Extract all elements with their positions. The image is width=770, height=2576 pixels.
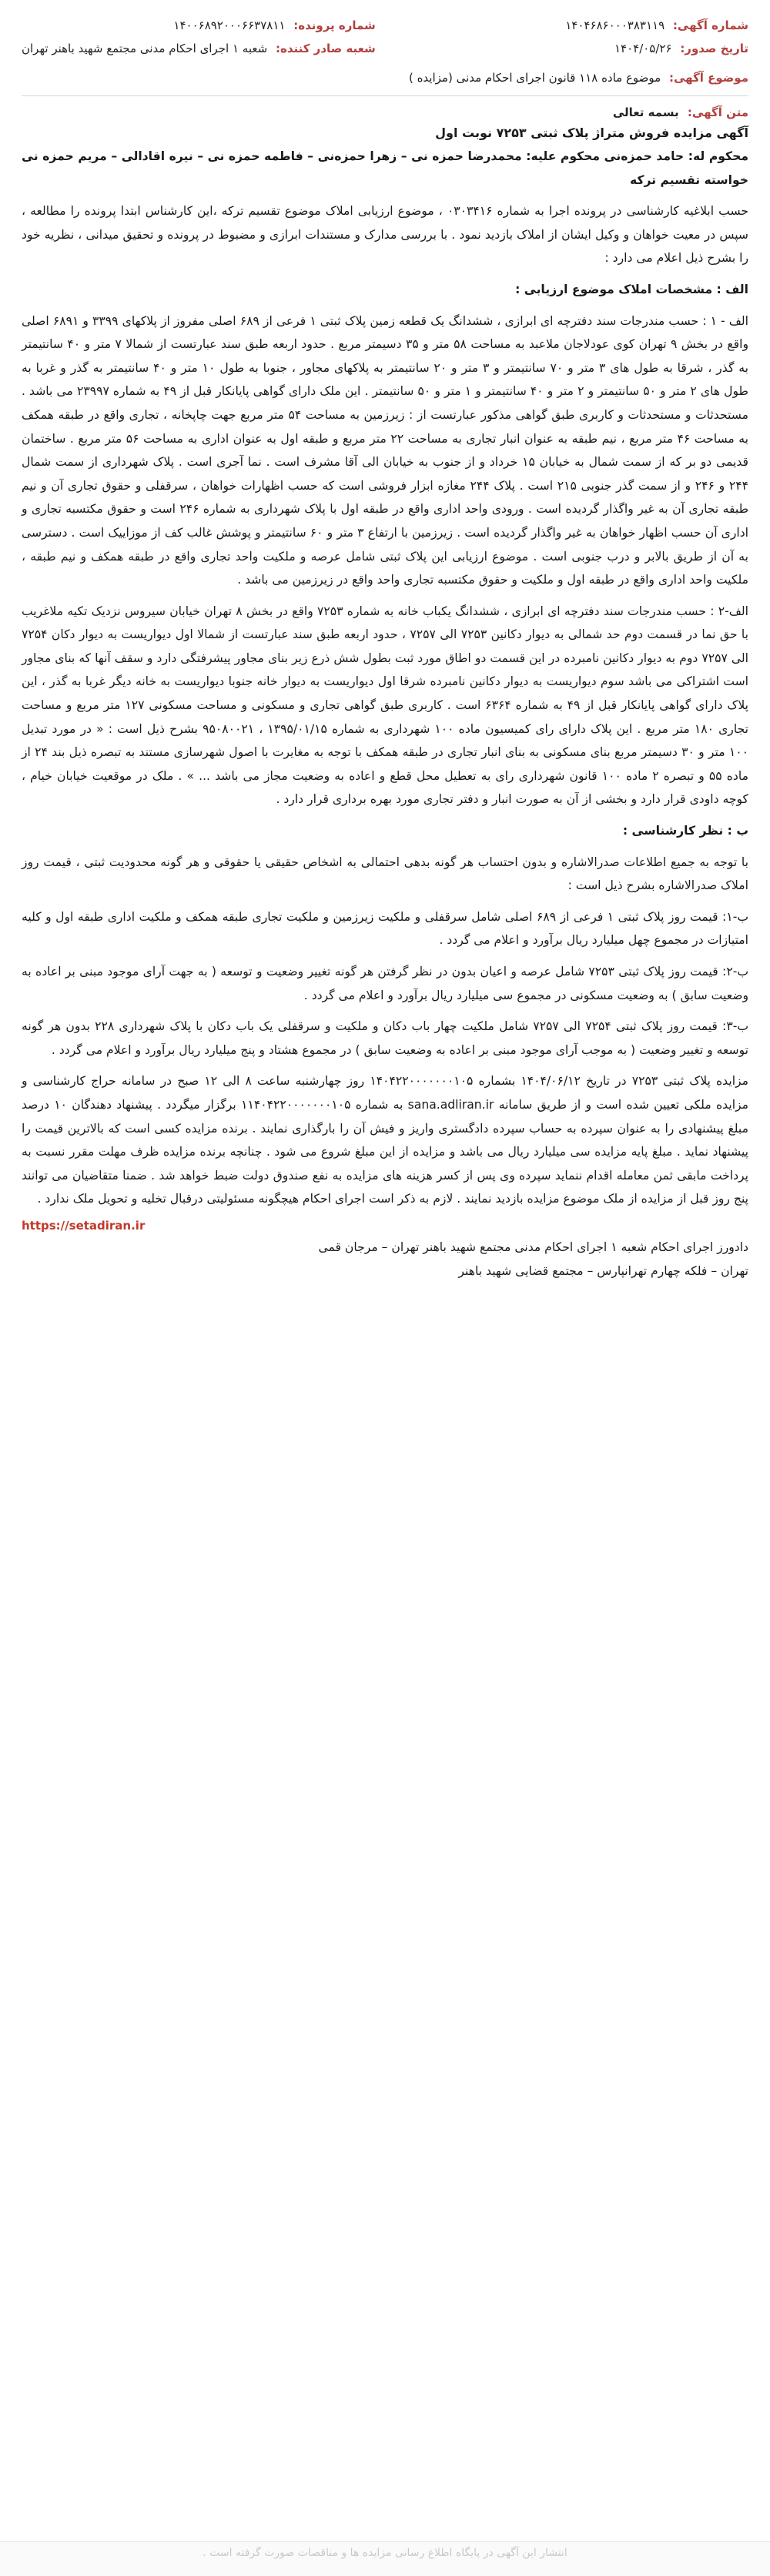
issue-date-row (565, 37, 748, 60)
auction-terms-paragraph: مزایده پلاک ثبتی ۷۲۵۳ در تاریخ ۱۴۰۴/۰۶/۱۲ بشماره ۱۴۰۴۲۲۰۰۰۰۰۰۰۱۰۵ روز چهارشنبه ساعت ۸ الی ۱۲ صبح در سامانه حراج کارشناسی و مزایده ملکی تعیین شده است و از طریق سامانه sana.adliran.ir به شماره ۱۱۴۰۴۲۲۰۰۰۰۰۰۰۱۰۵ برگزار میگردد . پیشنهاد دهندگان ۱۰ درصد مبلغ پیشنهادی را به عنوان سپرده به حساب سپرده دادگستری واریز و فیش آن را بارگذاری نمایند . برنده مزایده کسی است که بالاترین قیمت را پیشنهاد نماید . مبلغ پایه مزایده سی میلیارد ریال می باشد و مزایده از این مبلغ شروع می شود . چنانچه برنده مزایده ظرف مهلت مقرر نسبت به پرداخت مابقی ثمن معامله اقدام ننماید سپرده وی پس از کسر هزینه های مزایده به نفع صندوق دولت ضبط خواهد شد . ضمنا متقاضیان می توانند پنج روز قبل از مزایده از ملک موضوع مزایده بازدید نمایند . لازم به ذکر است اجرای احکام هیچگونه مسئولیتی درقبال تخلیه و تحویل ملک ندارد . (22, 1074, 748, 1206)
valuation-b2-paragraph: ب-۲: قیمت روز پلاک ثبتی ۷۲۵۳ شامل عرصه و اعیان بدون در نظر گرفتن هر گونه تغییر وضعیت و توسعه ( به جهت آرای موجود مبنی بر اعاده به وضعیت سابق ) به وضعیت مسکونی در مجموع سی میلیارد ریال برآورد و اعلام می گردد . (22, 965, 749, 1002)
case-number-row (22, 14, 376, 37)
valuation-b1-paragraph: ب-۱: قیمت روز پلاک ثبتی ۱ فرعی از ۶۸۹ اصلی شامل سرقفلی و ملکیت زیرزمین و ملکیت تجاری طبقه همکف و ملکیت اداری طبقه اول و کلیه امتیازات در مجموع چهل میلیارد ریال برآورد و اعلام می گردد . (22, 909, 748, 948)
body-intro: بسمه تعالی (612, 105, 679, 119)
header-divider (22, 95, 748, 96)
ad-number-value: ۱۴۰۴۶۸۶۰۰۰۳۸۳۱۱۹ (565, 18, 665, 32)
signature-line: دادورز اجرای احکام شعبه ۱ اجرای احکام مدنی مجتمع شهید باهنر تهران – مرجان قمی (318, 1239, 748, 1254)
section-a-heading: الف : مشخصات املاک موضوع ارزیابی : (515, 282, 748, 296)
notice-title: آگهی مزایده فروش متراژ پلاک ثبتی ۷۲۵۳ نوبت اول (435, 125, 748, 140)
website-link[interactable]: https://setadiran.ir (22, 1218, 146, 1233)
ad-number-label: شماره آگهی: (672, 18, 748, 32)
issuer-value: شعبه ۱ اجرای احکام مدنی مجتمع شهید باهنر تهران (22, 42, 268, 55)
intro-paragraph: حسب ابلاغیه کارشناسی در پرونده اجرا به شماره ۰۳۰۳۴۱۶ ، موضوع ارزیابی املاک موضوع تقسیم ترکه ،این کارشناس ابتدا پرونده را مطالعه ، سپس در معیت خواهان و وکیل ایشان از املاک بازدید نمود . با بررسی مدارک و مستندات ابرازی و مضبوط در پرونده و تحقیق میدانی ، نظریه خود را بشرح ذیل اعلام می دارد : (22, 204, 748, 266)
case-number-value: ۱۴۰۰۶۸۹۲۰۰۰۶۶۳۷۸۱۱ (173, 18, 286, 32)
issue-date-label: تاریخ صدور: (680, 42, 748, 55)
body-label-row (22, 105, 748, 119)
body-label: متن آگهی: (687, 105, 748, 119)
ad-number-row (565, 14, 748, 37)
issuer-label: شعبه صادر کننده: (275, 42, 376, 55)
meta-left-column (22, 14, 376, 60)
parties-paragraph: محکوم له: حامد حمزه‌نی محکوم علیه: محمدرضا حمزه نی – زهرا حمزه‌نی – فاطمه حمزه نی – نیره اقادالی – مریم حمزه نی خواسته تقسیم ترکه (22, 149, 748, 187)
property-a2-paragraph: الف-۲ : حسب مندرجات سند دفترچه ای ابرازی ، ششدانگ یکباب خانه به شماره ۷۲۵۳ واقع در بخش ۸ تهران خیابان سیروس نزدیک تکیه ملاغریب با حق نما در قسمت دوم حد شمالی به دیوار دکانین ۷۲۵۳ الی ۷۲۵۷ ، حدود اربعه طبق سند عبارتست از شمالا اول دیواریست به دیوار دکان ۷۲۵۴ الی ۷۲۵۷ دوم به دیوار دکانین نامبرده در این قسمت دو اطاق مورد ثبت بطول شش ذرع زیر بنای مجاور پیشرفتگی دارد و سقف آنها که بنای مجاور است اشتراکی می باشد سوم دیواریست به دیوار دکانین نامبرده شرقا اول دیواریست به دیوار خانه جنوبا دیواریست به خانه دیگر غربا به گذر ، این پلاک دارای گواهی پایانکار قبل از ۴۹ به شماره ۶۳۶۴ است . کاربری طبق گواهی تجاری و مسکونی و مساحت مسکونی ۱۲۷ متر مربع و مساحت تجاری ۱۸۰ متر مربع . این پلاک دارای رای کمیسیون ماده ۱۰۰ شهرداری به شماره ۱۳۹۵/۰۱/۱۵ ، ۹۵۰۸۰۰۲۱ بشرح ذیل است : « در مورد تبدیل ۱۰۰ متر و ۳۰ دسیمتر مربع بنای مسکونی به بنای انبار تجاری در طبقه همکف با توجه به مغایرت با اصول شهرسازی مستند به تبصره ذیل بند ۲۴ از ماده ۵۵ و تبصره ۲ ماده ۱۰۰ قانون شهرداری رای به تعطیل محل قطع و اعاده به وضعیت مجاز می باشد ... » . ملک در موقعیت خیابان خیام ، کوچه داودی قرار دارد و بخشی از آن به صورت انبار و دفتر تجاری مورد بهره برداری قرار دارد . (22, 604, 748, 807)
footer-bar (0, 2541, 770, 2576)
meta-right-column (565, 14, 748, 60)
section-b-heading: ب : نظر کارشناسی : (622, 824, 748, 838)
valuation-intro-paragraph: با توجه به جمیع اطلاعات صدرالاشاره و بدون احتساب هر گونه بدهی احتمالی به اشخاص حقیقی یا حقوقی و هر گونه محدودیت ثبتی ، قیمت روز املاک صدرالاشاره بشرح ذیل است : (22, 855, 748, 893)
footer-text: انتشار این آگهی در پایگاه اطلاع رسانی مزایده ها و مناقصات صورت گرفته است . (203, 2547, 567, 2559)
issue-date-value: ۱۴۰۴/۰۵/۲۶ (614, 42, 672, 55)
issuer-row (22, 37, 376, 60)
valuation-b3-paragraph: ب-۳: قیمت روز پلاک ثبتی ۷۲۵۴ الی ۷۲۵۷ شامل ملکیت چهار باب دکان و ملکیت و سرقفلی یک باب دکان با پلاک شهرداری ۲۲۸ بدون هر گونه توسعه و تغییر وضعیت ( به موجب آرای موجود مبنی بر اعاده به وضعیت سابق ) در مجموع هشتاد و پنج میلیارد ریال برآورد و اعلام می گردد . (22, 1019, 749, 1057)
case-number-label: شماره پرونده: (293, 18, 376, 32)
address-line: تهران – فلکه چهارم تهرانپارس – مجتمع قضایی شهید باهنر (458, 1263, 748, 1278)
subject-value: موضوع ماده ۱۱۸ قانون اجرای احکام مدنی (مزایده ) (408, 71, 661, 85)
subject-row (22, 71, 748, 85)
subject-label: موضوع آگهی: (668, 71, 748, 85)
property-a1-paragraph: الف - ۱ : حسب مندرجات سند دفترچه ای ابرازی ، ششدانگ یک قطعه زمین پلاک ثبتی ۱ فرعی از ۶۸۹ اصلی مفروز از پلاکهای ۳۳۹۹ و ۶۸۹۱ اصلی واقع در بخش ۹ تهران کوی عودلاجان ملاعبد به مساحت ۵۸ متر و ۳۵ دسیمتر مربع . حدود اربعه طبق سند عبارتست از شمالا ۷ متر و ۴۰ سانتیمتر به گذر ، شرقا به طول های ۳ متر و ۷۰ سانتیمتر و ۳ متر و ۲۰ سانتیمتر به پلاکهای مجاور ، جنوبا به طول ۱۰ متر و ۴۰ سانتیمتر به گذر و غربا به طول های ۲ متر و ۵۰ سانتیمتر و ۲ متر و ۴۰ سانتیمتر و ۱ متر و ۵۰ سانتیمتر . این ملک دارای گواهی پایانکار قبل از ۴۹ به شماره ۲۳۹۹۷ می باشد . مستحدثات و مستحدثات و کاربری طبق گواهی مذکور عبارتست از : زیرزمین به مساحت ۵۴ متر مربع جهت چاپخانه ، تجاری واقع در طبقه همکف به مساحت ۴۶ متر مربع ، نیم طبقه به عنوان انبار تجاری به مساحت ۲۲ متر مربع و طبقه اول به عنوان اداری به مساحت ۵۶ متر مربع . ساختمان قدیمی دو بر که از سمت شمال به خیابان ۱۵ خرداد و از جنوب به خیابان الی آقا مشرف است . نما آجری است . پلاک شهرداری از سمت شمال ۲۴۴ و ۲۴۶ و از سمت گذر جنوبی ۲۱۵ است . پلاک ۲۴۴ مغازه ابزار فروشی است که حسب اظهارات خواهان ، سرقفلی و حقوق تجاری آن و نیم طبقه تجاری آن به غیر واگذار گردیده است . ورودی واحد اداری واقع در طبقه اول با پلاک شهرداری به شماره ۲۴۶ است و حقوق مکتسبه تجاری و اداری آن حسب اظهار خواهان به غیر واگذار گردیده است . زیرزمین با ارتفاع ۳ متر و ۶۰ سانتیمتر و پوشش غالب کف از موزاییک است . دسترسی به آن از طریق بالابر و درب جنوبی است . موضوع ارزیابی این پلاک ثبتی شامل عرصه و ملکیت واحد تجاری واقع در طبقه همکف و نیم طبقه ، ملکیت واحد اداری واقع در طبقه اول و ملکیت و حقوق مکتسبه تجاری واحد واقع در زیرزمین می باشد . (22, 313, 749, 587)
notice-meta (22, 14, 748, 60)
